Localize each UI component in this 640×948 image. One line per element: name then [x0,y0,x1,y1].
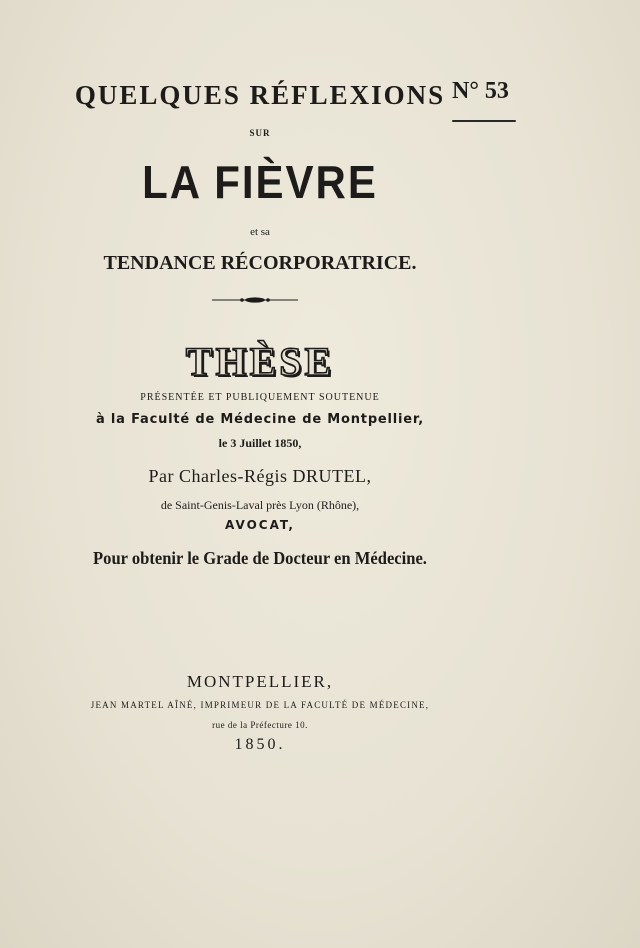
origin-line: de Saint-Genis-Laval près Lyon (Rhône), [160,498,360,512]
printer-line: JEAN MARTEL AÎNÉ, IMPRIMEUR DE LA FACULTÉ DE MÉDECINE, [90,700,430,710]
subject-title: LA FIÈVRE [142,156,378,208]
profession-line: AVOCAT, [225,518,295,532]
date-line: le 3 Juillet 1850, [218,436,302,450]
city-line: MONTPELLIER, [186,672,334,691]
these-heading: THÈSE [185,339,335,384]
year-line: 1850. [234,736,286,753]
et-sa-line: et sa [250,226,270,238]
presented-line: PRÉSENTÉE ET PUBLIQUEMENT SOUTENUE [140,392,380,403]
number-label: N° 53 [452,78,509,104]
sur-line: SUR [249,128,271,138]
faculty-line: à la Faculté de Médecine de Montpellier, [96,412,424,427]
title-line: QUELQUES RÉFLEXIONS [74,80,446,110]
ornament-divider-icon [212,295,298,305]
number-underline [452,120,516,122]
subject-subtitle: TENDANCE RÉCORPORATRICE. [103,252,417,274]
purpose-line: Pour obtenir le Grade de Docteur en Médecine. [93,548,427,568]
address-line: rue de la Préfecture 10. [212,720,308,730]
author-line: Par Charles-Régis DRUTEL, [148,466,372,486]
